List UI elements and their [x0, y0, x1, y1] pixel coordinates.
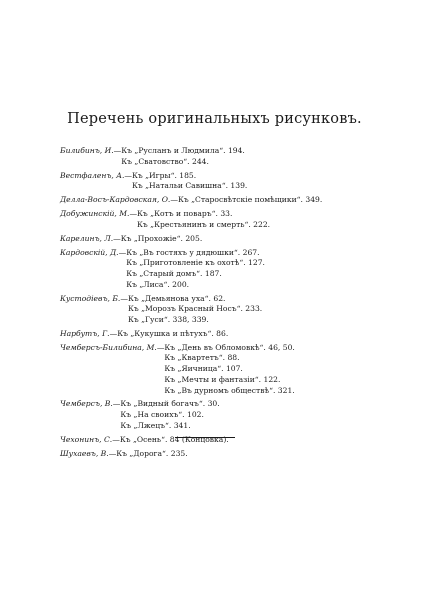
- list-entry: [60, 435, 420, 446]
- illustration-title: „Мечты и фантазіи“. 122.: [177, 374, 281, 384]
- preposition-label: Къ: [137, 219, 148, 229]
- list-entry: [60, 146, 420, 167]
- dash-separator: —: [118, 247, 127, 257]
- preposition-label: Къ: [120, 420, 132, 430]
- preposition-label: Къ: [127, 304, 139, 314]
- illustration-title: „Русланъ и Людмила“. 194.: [134, 146, 245, 155]
- author-name: Чехонинъ, С.: [60, 434, 113, 444]
- author-name: Вестфаленъ, А.: [60, 170, 125, 180]
- illustration-title: „Дорога“. 235.: [129, 448, 188, 458]
- list-entry: [60, 294, 420, 326]
- preposition-label: Къ: [126, 268, 137, 278]
- illustration-title: „Натальи Савишна“. 139.: [145, 181, 248, 191]
- list-entry-line: [60, 399, 420, 410]
- list-entry-line: [60, 195, 420, 206]
- preposition-label: Къ: [164, 342, 176, 352]
- preposition-label: Къ: [177, 195, 189, 205]
- dash-separator: —: [156, 342, 165, 352]
- list-entry-line: [60, 421, 420, 432]
- illustration-list: [60, 146, 420, 463]
- dash-separator: —: [129, 209, 138, 219]
- dash-separator: —: [120, 293, 128, 303]
- dash-separator: —: [113, 233, 121, 243]
- preposition-label: Къ: [120, 410, 132, 420]
- page-title: Перечень оригинальныхъ рисунковъ.: [67, 111, 362, 127]
- illustration-title: „Осень“. 84 (Концовка).: [132, 434, 229, 444]
- author-name: Нарбутъ, Г.: [60, 328, 110, 338]
- list-entry-line: [60, 258, 420, 269]
- list-entry-line: [60, 343, 420, 354]
- author-name: Делла-Восъ-Кардовская, О.: [60, 195, 171, 205]
- preposition-label: Къ: [164, 364, 176, 374]
- dash-separator: —: [108, 448, 117, 458]
- preposition-label: Къ: [137, 209, 148, 219]
- list-entry-line: [60, 449, 420, 460]
- list-entry-line: [60, 171, 420, 182]
- illustration-title: „Морозъ Красный Носъ“. 233.: [141, 304, 263, 314]
- preposition-label: Къ: [131, 170, 143, 180]
- list-entry: [60, 343, 420, 397]
- preposition-label: Къ: [121, 156, 132, 166]
- dash-separator: —: [109, 328, 118, 338]
- dash-separator: —: [124, 170, 132, 180]
- list-entry: [60, 449, 420, 460]
- preposition-label: Къ: [126, 258, 137, 268]
- illustration-title: „Лжецъ“. 341.: [133, 420, 191, 430]
- preposition-label: Къ: [116, 448, 127, 458]
- list-entry-line: [60, 364, 420, 375]
- list-entry-line: [60, 315, 420, 326]
- preposition-label: Къ: [126, 247, 137, 257]
- list-entry: [60, 248, 420, 291]
- closing-rule: [175, 437, 235, 438]
- list-entry-line: [60, 181, 420, 192]
- illustration-title: „Яичница“. 107.: [177, 364, 243, 374]
- illustration-title: „День въ Обломовкѣ“. 46, 50.: [177, 342, 295, 352]
- illustration-title: „Котъ и поваръ“. 33.: [150, 209, 233, 219]
- illustration-title: „Видный богачъ“. 30.: [133, 399, 220, 409]
- list-entry-line: [60, 248, 420, 259]
- list-entry-line: [60, 269, 420, 280]
- list-entry-line: [60, 353, 420, 364]
- illustration-title: „Въ дурномъ обществѣ“. 321.: [177, 385, 295, 395]
- list-entry-line: [60, 386, 420, 397]
- preposition-label: Къ: [120, 399, 132, 409]
- illustration-title: „Въ гостяхъ у дядюшки“. 267.: [139, 247, 260, 257]
- list-entry-line: [60, 294, 420, 305]
- illustration-title: „Квартетъ“. 88.: [177, 353, 240, 363]
- list-entry-line: [60, 234, 420, 245]
- list-entry: [60, 171, 420, 192]
- author-name: Шухаевъ, В.: [60, 448, 109, 458]
- dash-separator: —: [112, 399, 121, 409]
- list-entry-line: [60, 157, 420, 168]
- list-entry-line: [60, 209, 420, 220]
- author-name: Кустодіевъ, Б.: [60, 293, 121, 303]
- preposition-label: Къ: [121, 146, 132, 155]
- list-entry: [60, 399, 420, 431]
- dash-separator: —: [113, 146, 122, 155]
- dash-separator: —: [112, 434, 120, 444]
- preposition-label: Къ: [117, 328, 128, 338]
- preposition-label: Къ: [126, 279, 137, 289]
- list-entry: [60, 234, 420, 245]
- list-entry-line: [60, 329, 420, 340]
- preposition-label: Къ: [120, 233, 132, 243]
- preposition-label: Къ: [164, 374, 176, 384]
- illustration-title: „На своихъ“. 102.: [133, 410, 204, 420]
- preposition-label: Къ: [164, 353, 176, 363]
- list-entry: [60, 329, 420, 340]
- author-name: Чемберсъ-Билибина, М.: [60, 342, 157, 352]
- author-name: Кардовскій, Д.: [60, 247, 119, 257]
- preposition-label: Къ: [131, 181, 143, 191]
- illustration-title: „Старосвѣтскіе помѣщики“. 349.: [191, 195, 323, 205]
- list-entry: [60, 195, 420, 206]
- author-name: Билибинъ, И.: [60, 146, 114, 155]
- list-entry-line: [60, 435, 420, 446]
- list-entry-line: [60, 146, 420, 157]
- illustration-title: „Приготовленіе къ охотѣ“. 127.: [139, 258, 265, 268]
- illustration-title: „Крестьянинъ и смерть“. 222.: [150, 219, 271, 229]
- list-entry-line: [60, 375, 420, 386]
- list-entry-line: [60, 410, 420, 421]
- list-entry-line: [60, 304, 420, 315]
- preposition-label: Къ: [127, 314, 139, 324]
- illustration-title: „Прохожіе“. 205.: [133, 233, 203, 243]
- illustration-title: „Старый домъ“. 187.: [139, 268, 222, 278]
- preposition-label: Къ: [119, 434, 131, 444]
- author-name: Чемберсъ, В.: [60, 399, 113, 409]
- preposition-label: Къ: [127, 293, 139, 303]
- illustration-title: „Игры“. 185.: [145, 170, 197, 180]
- author-name: Добужинскій, М.: [60, 209, 130, 219]
- illustration-title: „Лиса“. 200.: [139, 279, 190, 289]
- illustration-title: „Демьянова уха“. 62.: [141, 293, 226, 303]
- list-entry-line: [60, 220, 420, 231]
- list-entry: [60, 209, 420, 230]
- list-entry-line: [60, 280, 420, 291]
- author-name: Карелинъ, Л.: [60, 233, 114, 243]
- illustration-title: „Гуси“. 338, 339.: [141, 314, 209, 324]
- illustration-title: „Сватовство“. 244.: [134, 156, 209, 166]
- dash-separator: —: [170, 195, 178, 205]
- illustration-title: „Кукушка и пѣтухъ“. 86.: [130, 328, 229, 338]
- preposition-label: Къ: [164, 385, 176, 395]
